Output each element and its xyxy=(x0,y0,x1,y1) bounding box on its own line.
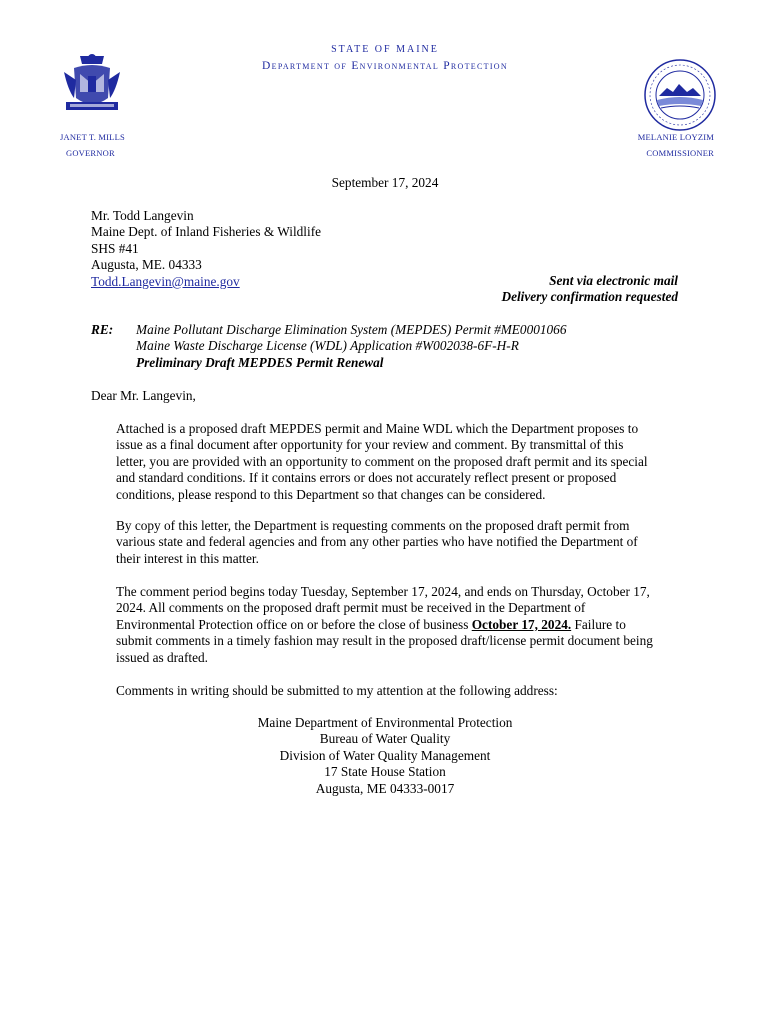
p3-line-1: The comment period begins today Tuesday, September 17, 2024, and ends on Thursday, October 17, xyxy=(116,584,650,599)
recipient-org: Maine Dept. of Inland Fisheries & Wildlife xyxy=(91,224,322,240)
p1-line: and standard conditions. If it contains errors or does not accurately reflect present or proposed xyxy=(116,470,617,486)
p3-line-5: issued as drafted. xyxy=(116,649,208,665)
comment-deadline: October 17, 2024. xyxy=(471,616,572,632)
paragraph-2 xyxy=(116,518,680,567)
governor-title: GOVERNOR xyxy=(66,148,115,158)
dep-seal-logo xyxy=(643,58,717,132)
p3-line-4: submit comments in a timely fashion may result in the proposed draft/license permit document being xyxy=(116,633,653,649)
paragraph-1 xyxy=(116,421,680,503)
re-line-3: Preliminary Draft MEPDES Permit Renewal xyxy=(136,354,384,370)
p2-line: various state and federal agencies and from any other parties who have notified the Department of xyxy=(116,534,638,550)
recipient-city: Augusta, ME. 04333 xyxy=(91,257,202,273)
re-line-2: Maine Waste Discharge License (WDL) Application #W002038-6F-H-R xyxy=(136,338,519,354)
state-seal-logo xyxy=(60,50,124,116)
recipient-address xyxy=(91,208,321,290)
state-heading: STATE OF MAINE xyxy=(331,44,439,55)
paragraph-4: Comments in writing should be submitted to my attention at the following address: xyxy=(116,683,558,698)
recipient-email-link[interactable]: Todd.Langevin@maine.gov xyxy=(91,273,240,289)
p2-line: their interest in this matter. xyxy=(116,550,259,566)
address-line: Maine Department of Environmental Protection xyxy=(257,715,513,730)
commissioner-name: MELANIE LOYZIM xyxy=(637,132,714,142)
p3-line-2: 2024. All comments on the proposed draft permit must be received in the Department of xyxy=(116,600,586,616)
salutation: Dear Mr. Langevin, xyxy=(91,388,196,403)
p1-line: Attached is a proposed draft MEPDES permit and Maine WDL which the Department proposes to xyxy=(116,421,639,436)
department-heading: Department of Environmental Protection xyxy=(262,60,508,72)
p1-line: conditions, please respond to this Department so that changes can be considered. xyxy=(116,486,546,502)
delivery-line-2: Delivery confirmation requested xyxy=(501,289,678,305)
delivery-notice xyxy=(501,273,678,306)
address-line: Division of Water Quality Management xyxy=(279,747,491,763)
re-label: RE: xyxy=(91,322,114,337)
p3-line-3-pre: Environmental Protection office on or before the close of business xyxy=(116,616,472,632)
letter-date: September 17, 2024 xyxy=(331,175,439,190)
paragraph-3 xyxy=(116,584,680,666)
p1-line: issue as a final document after opportunity for your review and comment. By transmittal of this xyxy=(116,437,624,453)
address-line: Augusta, ME 04333-0017 xyxy=(315,780,455,796)
mailing-address xyxy=(0,715,770,797)
re-block xyxy=(136,322,566,371)
address-line: 17 State House Station xyxy=(324,764,446,780)
commissioner-title: COMMISSIONER xyxy=(646,148,714,158)
p2-line: By copy of this letter, the Department is requesting comments on the proposed draft permit from xyxy=(116,518,630,533)
re-line-1: Maine Pollutant Discharge Elimination System (MEPDES) Permit #ME0001066 xyxy=(136,322,567,337)
delivery-line-1: Sent via electronic mail xyxy=(549,273,678,288)
p3-line-3-post: Failure to xyxy=(571,616,626,632)
p1-line: letter, you are provided with an opportunity to comment on the proposed draft permit and its special xyxy=(116,453,648,469)
recipient-box: SHS #41 xyxy=(91,240,139,256)
governor-name: JANET T. MILLS xyxy=(60,132,125,142)
address-line: Bureau of Water Quality xyxy=(319,731,451,747)
recipient-name: Mr. Todd Langevin xyxy=(91,208,194,223)
p3-line-3 xyxy=(116,617,680,633)
